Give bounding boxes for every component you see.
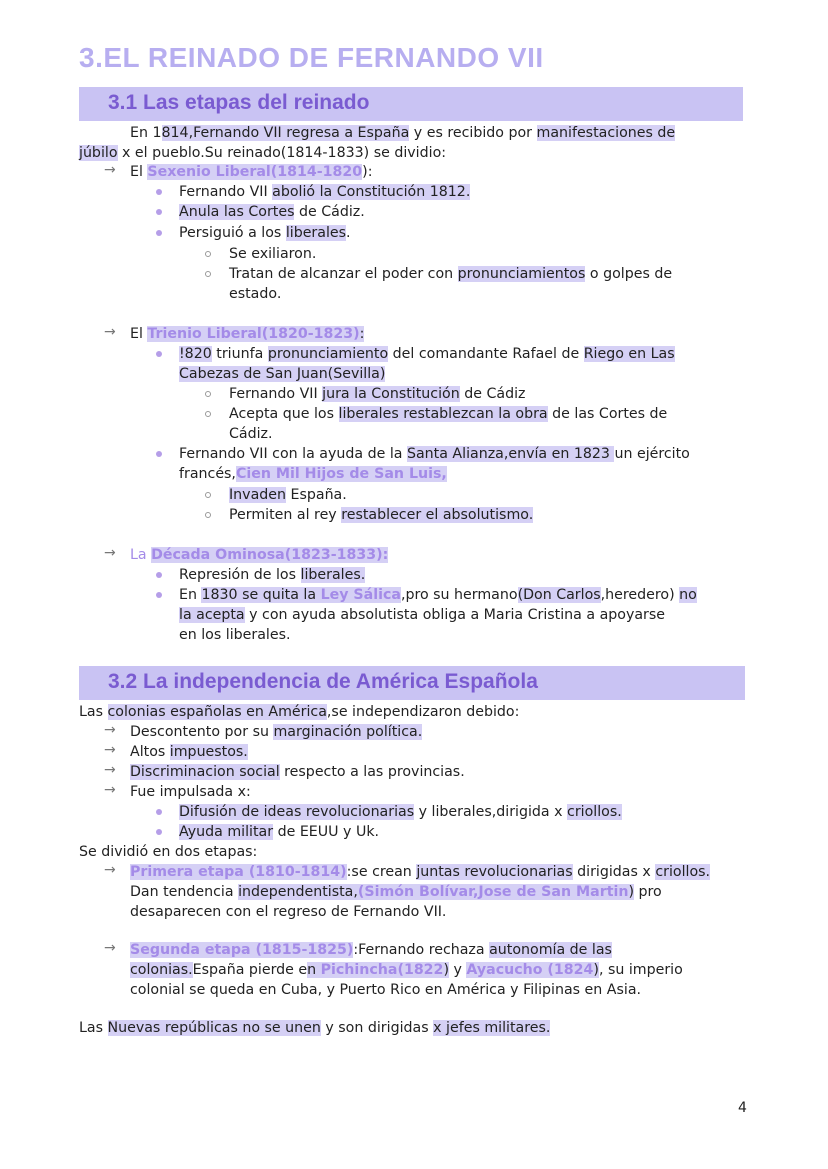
section-heading: 3.1 Las etapas del reinado: [108, 91, 370, 114]
arrow-bullet-icon: →: [104, 862, 116, 878]
dot-bullet-icon: [156, 209, 162, 215]
list-item: Descontento por su marginación política.: [130, 724, 423, 740]
dot-bullet-icon: [156, 829, 162, 835]
circle-bullet-icon: [205, 391, 211, 397]
list-item-continuation: estado.: [229, 286, 282, 302]
list-item: En 1830 se quita la Ley Sálica,pro su hermano(Don Carlos,heredero) no: [179, 587, 697, 603]
circle-bullet-icon: [205, 271, 211, 277]
arrow-bullet-icon: →: [104, 545, 116, 561]
list-item: La Década Ominosa(1823-1833):: [130, 547, 389, 563]
list-item: Invaden España.: [229, 487, 347, 503]
list-item-continuation: colonial se queda en Cuba, y Puerto Rico en América y Filipinas en Asia.: [130, 982, 642, 998]
list-item-continuation: Cádiz.: [229, 426, 273, 442]
list-item-continuation: la acepta y con ayuda absolutista obliga a Maria Cristina a apoyarse: [179, 607, 665, 623]
list-item: Represión de los liberales.: [179, 567, 366, 583]
list-item-continuation: en los liberales.: [179, 627, 291, 643]
paragraph-line: En 1814,Fernando VII regresa a España y es recibido por manifestaciones de: [130, 125, 676, 141]
list-item: Tratan de alcanzar el poder con pronunciamientos o golpes de: [229, 266, 673, 282]
page-title: 3.EL REINADO DE FERNANDO VII: [79, 42, 544, 73]
arrow-bullet-icon: →: [104, 162, 116, 178]
list-item: El Sexenio Liberal(1814-1820):: [130, 164, 373, 180]
list-item: Anula las Cortes de Cádiz.: [179, 204, 365, 220]
paragraph-line: Se dividió en dos etapas:: [79, 844, 258, 860]
dot-bullet-icon: [156, 189, 162, 195]
list-item: El Trienio Liberal(1820-1823):: [130, 326, 365, 342]
dot-bullet-icon: [156, 572, 162, 578]
paragraph-line: Las colonias españolas en América,se independizaron debido:: [79, 704, 520, 720]
section-heading: 3.2 La independencia de América Española: [108, 670, 538, 693]
arrow-bullet-icon: →: [104, 742, 116, 758]
circle-bullet-icon: [205, 492, 211, 498]
dot-bullet-icon: [156, 230, 162, 236]
list-item: Permiten al rey restablecer el absolutismo.: [229, 507, 534, 523]
paragraph-line: Las Nuevas repúblicas no se unen y son dirigidas x jefes militares.: [79, 1020, 551, 1036]
arrow-bullet-icon: →: [104, 782, 116, 798]
page-number: 4: [738, 1100, 747, 1116]
arrow-bullet-icon: →: [104, 722, 116, 738]
circle-bullet-icon: [205, 411, 211, 417]
list-item: Difusión de ideas revolucionarias y liberales,dirigida x criollos.: [179, 804, 622, 820]
paragraph-line: júbilo x el pueblo.Su reinado(1814-1833) se dividio:: [79, 145, 447, 161]
list-item: Segunda etapa (1815-1825):Fernando rechaza autonomía de las: [130, 942, 612, 958]
list-item: Persiguió a los liberales.: [179, 225, 351, 241]
list-item: Altos impuestos.: [130, 744, 248, 760]
arrow-bullet-icon: →: [104, 762, 116, 778]
circle-bullet-icon: [205, 251, 211, 257]
list-item: Fernando VII jura la Constitución de Cádiz: [229, 386, 526, 402]
dot-bullet-icon: [156, 351, 162, 357]
dot-bullet-icon: [156, 809, 162, 815]
list-item: Fernando VII abolió la Constitución 1812.: [179, 184, 471, 200]
arrow-bullet-icon: →: [104, 324, 116, 340]
list-item: !820 triunfa pronunciamiento del comandante Rafael de Riego en Las: [179, 346, 675, 362]
list-item-continuation: francés,Cien Mil Hijos de San Luis,: [179, 466, 447, 482]
list-item-continuation: Cabezas de San Juan(Sevilla): [179, 366, 386, 382]
dot-bullet-icon: [156, 451, 162, 457]
dot-bullet-icon: [156, 592, 162, 598]
arrow-bullet-icon: →: [104, 940, 116, 956]
list-item-continuation: desaparecen con el regreso de Fernando VII.: [130, 904, 447, 920]
list-item: Fernando VII con la ayuda de la Santa Alianza,envía en 1823 un ejército: [179, 446, 690, 462]
list-item: Primera etapa (1810-1814):se crean juntas revolucionarias dirigidas x criollos.: [130, 864, 711, 880]
circle-bullet-icon: [205, 512, 211, 518]
list-item-continuation: Dan tendencia independentista,(Simón Bolívar,Jose de San Martin) pro: [130, 884, 662, 900]
list-item: Discriminacion social respecto a las provincias.: [130, 764, 465, 780]
list-item: Ayuda militar de EEUU y Uk.: [179, 824, 380, 840]
list-item: Fue impulsada x:: [130, 784, 251, 800]
list-item: Se exiliaron.: [229, 246, 317, 262]
list-item-continuation: colonias.España pierde en Pichincha(1822) y Ayacucho (1824), su imperio: [130, 962, 683, 978]
list-item: Acepta que los liberales restablezcan la obra de las Cortes de: [229, 406, 668, 422]
